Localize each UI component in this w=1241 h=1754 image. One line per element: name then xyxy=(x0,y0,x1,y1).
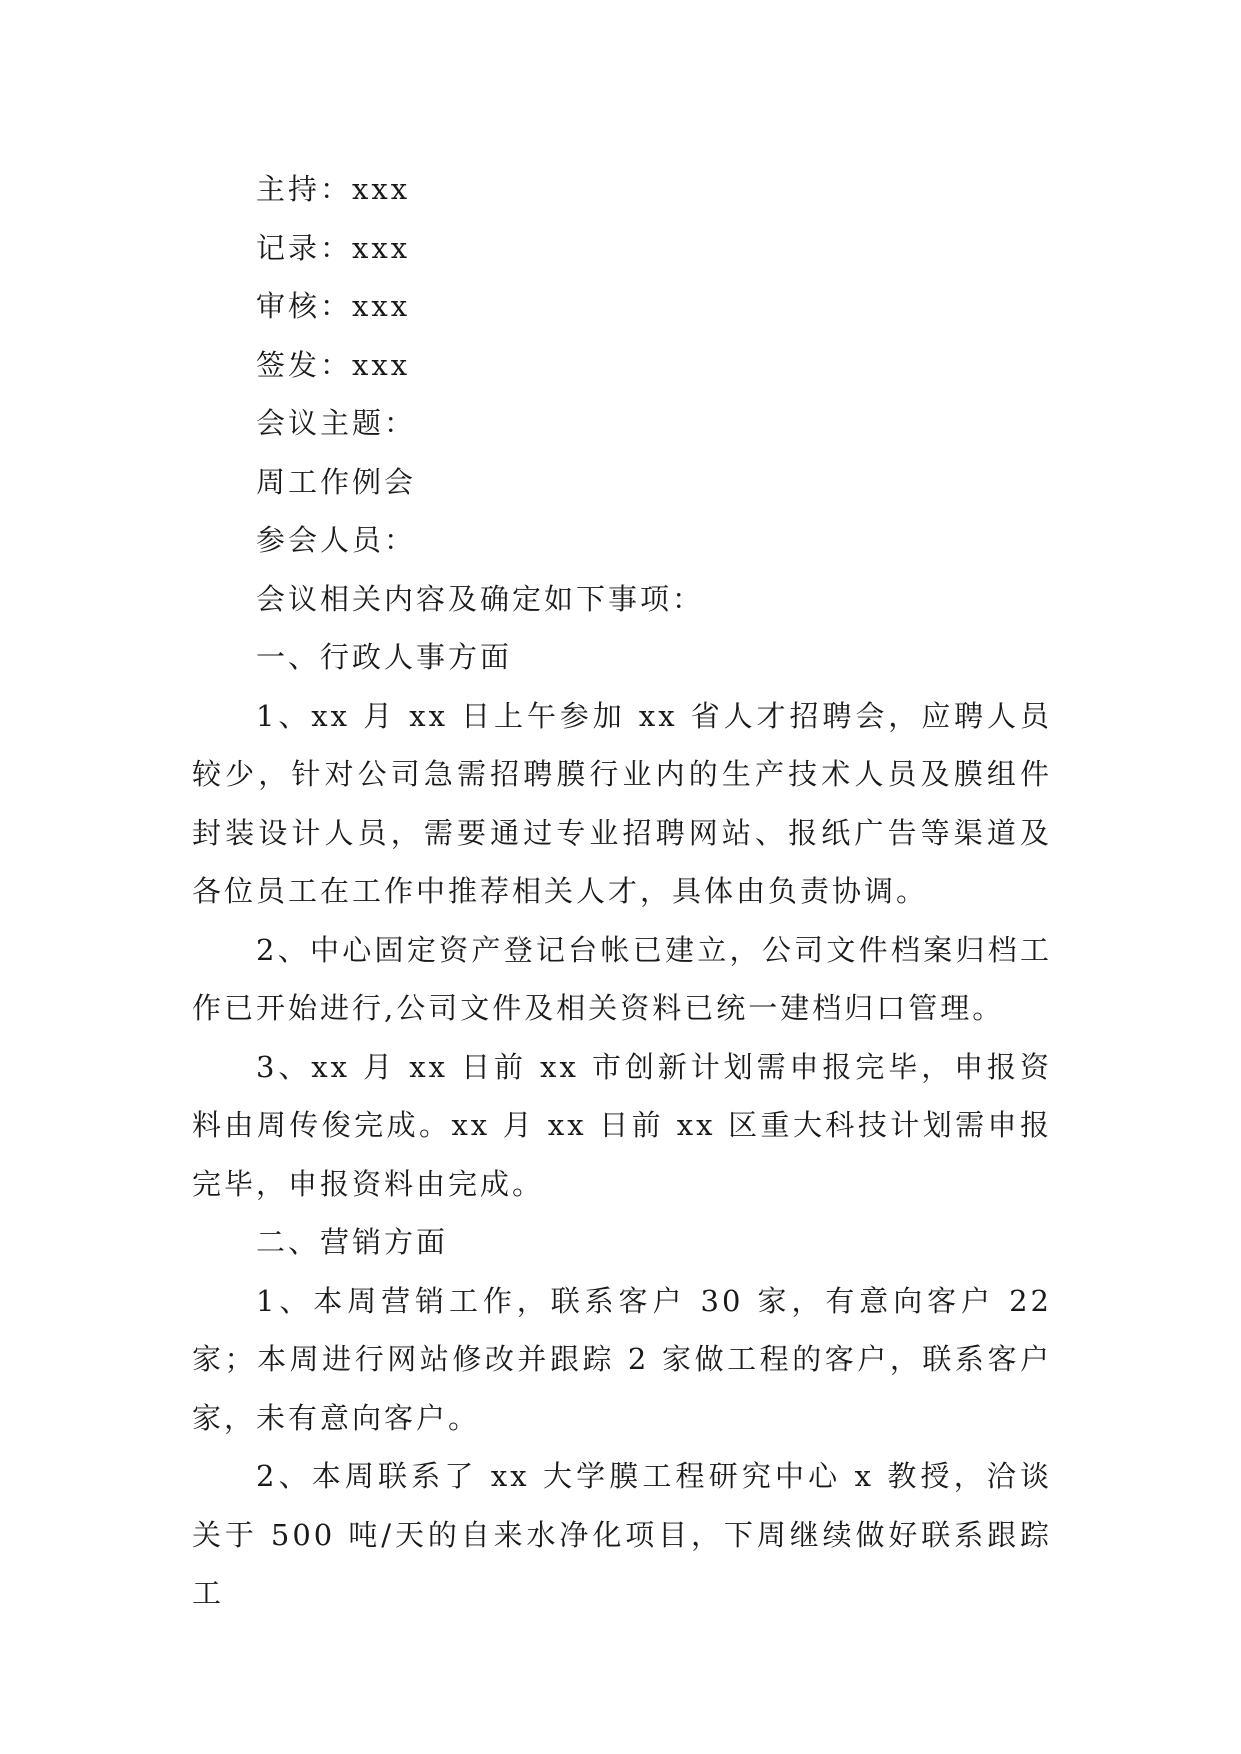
admin-item-1: 1、xx 月 xx 日上午参加 xx 省人才招聘会，应聘人员较少，针对公司急需招聘膜行业内的生产技术人员及膜组件封装设计人员，需要通过专业招聘网站、报纸广告等渠道及各位员工在工作中推荐相关人才，具体由负责协调。 xyxy=(192,698,1052,908)
issuer-line: 签发：xxx xyxy=(256,347,411,382)
contents-intro: 会议相关内容及确定如下事项： xyxy=(256,581,705,616)
admin-item-3: 3、xx 月 xx 日前 xx 市创新计划需申报完毕，申报资料由周传俊完成。xx 月 xx 日前 xx 区重大科技计划需申报完毕，申报资料由完成。 xyxy=(192,1049,1052,1201)
admin-item-2: 2、中心固定资产登记台帐已建立，公司文件档案归档工作已开始进行,公司文件及相关资料已统一建档归口管理。 xyxy=(192,932,1052,1025)
meeting-topic-value: 周工作例会 xyxy=(256,464,417,499)
recorder-line: 记录：xxx xyxy=(256,230,411,265)
marketing-item-2: 2、本周联系了 xx 大学膜工程研究中心 x 教授，洽谈关于 500 吨/天的自来水净化项目，下周继续做好联系跟踪工 xyxy=(192,1459,1052,1610)
section-heading-marketing: 二、营销方面 xyxy=(256,1225,449,1259)
section-heading-admin: 一、行政人事方面 xyxy=(256,640,513,674)
attendees-label: 参会人员： xyxy=(256,523,417,557)
marketing-item-1: 1、本周营销工作，联系客户 30 家，有意向客户 22 家；本周进行网站修改并跟踪 2 家做工程的客户，联系客户家，未有意向客户。 xyxy=(192,1283,1052,1435)
document-body xyxy=(192,160,1052,1623)
meeting-topic-label: 会议主题： xyxy=(256,406,417,440)
reviewer-line: 审核：xxx xyxy=(256,289,411,323)
host-line: 主持：xxx xyxy=(256,172,411,206)
